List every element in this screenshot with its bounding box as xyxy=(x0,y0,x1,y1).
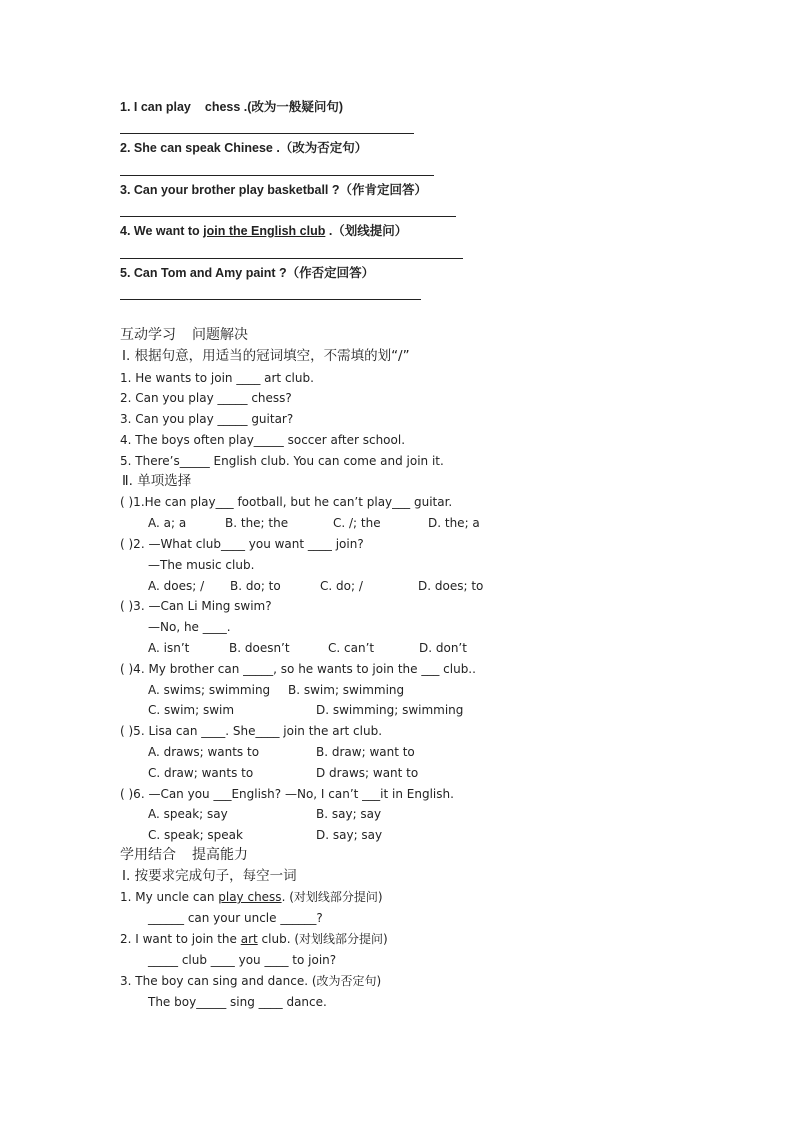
transform-q4-pre: 4. We want to xyxy=(120,224,204,238)
transform-q4 xyxy=(120,223,407,239)
article-item-2: 2. Can you play _____ chess? xyxy=(120,391,292,405)
answer-line-1[interactable] xyxy=(120,133,414,134)
apply-q2-underlined: art xyxy=(240,932,258,946)
mc-q4-option-b[interactable]: B. swim; swimming xyxy=(288,683,405,697)
mc-q5-option-c[interactable]: C. draw; wants to xyxy=(148,766,254,780)
article-item-5: 5. There’s_____ English club. You can come and join it. xyxy=(120,454,444,468)
transform-q1 xyxy=(120,99,343,115)
apply-q2-answer[interactable]: _____ club ____ you ____ to join? xyxy=(148,953,337,967)
apply-q3-answer[interactable]: The boy_____ sing ____ dance. xyxy=(148,995,327,1009)
answer-line-4[interactable] xyxy=(120,258,463,259)
mc-q2-option-d[interactable]: D. does; to xyxy=(418,579,484,593)
answer-line-2[interactable] xyxy=(120,175,434,176)
mc-q3-stem: ( )3. —Can Li Ming swim? xyxy=(120,599,272,613)
apply-q1-pre: 1. My uncle can xyxy=(120,890,219,904)
transform-q3: 3. Can your brother play basketball ?（作肯定回答） xyxy=(120,183,428,197)
section-apply-title: 学用结合 xyxy=(120,847,176,863)
apply-q2-post: club. (对划线部分提问) xyxy=(257,932,388,946)
answer-line-3[interactable] xyxy=(120,216,456,217)
mc-q1-option-d[interactable]: D. the; a xyxy=(428,516,480,530)
mc-q2-reply: —The music club. xyxy=(148,558,255,572)
mc-q1-option-a[interactable]: A. a; a xyxy=(148,516,187,530)
transform-q1-pre: 1. I can play xyxy=(120,100,191,114)
mc-q6-option-a[interactable]: A. speak; say xyxy=(148,807,228,821)
apply-q2-pre: 2. I want to join the xyxy=(120,932,241,946)
transform-q4-post: .（划线提问） xyxy=(325,224,408,238)
mc-q5-option-d[interactable]: D draws; want to xyxy=(316,766,419,780)
mc-q4-option-a[interactable]: A. swims; swimming xyxy=(148,683,271,697)
transform-q4-underlined: join the English club xyxy=(203,224,326,238)
article-item-1: 1. He wants to join ____ art club. xyxy=(120,371,314,385)
mc-q5-option-a[interactable]: A. draws; wants to xyxy=(148,745,260,759)
apply-q1-underlined: play chess xyxy=(218,890,282,904)
mc-q4-option-d[interactable]: D. swimming; swimming xyxy=(316,703,464,717)
transform-q2: 2. She can speak Chinese .（改为否定句） xyxy=(120,141,368,155)
answer-line-5[interactable] xyxy=(120,299,421,300)
section-apply-heading xyxy=(120,847,248,863)
mc-q2-option-c[interactable]: C. do; / xyxy=(320,579,363,593)
mc-q6-option-d[interactable]: D. say; say xyxy=(316,828,383,842)
mc-q3-option-b[interactable]: B. doesn’t xyxy=(229,641,290,655)
mc-q1-stem: ( )1.He can play___ football, but he can’t play___ guitar. xyxy=(120,495,453,509)
mc-q4-stem: ( )4. My brother can _____, so he wants to join the ___ club.. xyxy=(120,662,476,676)
mc-q3-option-d[interactable]: D. don’t xyxy=(419,641,467,655)
mc-q5-option-b[interactable]: B. draw; want to xyxy=(316,745,415,759)
transform-q1-post: chess .(改为一般疑问句) xyxy=(204,100,344,114)
section-interactive-heading xyxy=(120,327,248,343)
mc-q1-option-b[interactable]: B. the; the xyxy=(225,516,289,530)
article-item-4: 4. The boys often play_____ soccer after school. xyxy=(120,433,406,447)
transform-q5: 5. Can Tom and Amy paint ?（作否定回答） xyxy=(120,266,375,280)
mc-q3-option-a[interactable]: A. isn’t xyxy=(148,641,190,655)
apply-q3: 3. The boy can sing and dance. (改为否定句) xyxy=(120,974,382,988)
section-interactive-title: 互动学习 xyxy=(120,327,176,343)
part1-title: Ⅰ. 根据句意，用适当的冠词填空，不需填的划“/” xyxy=(122,348,410,364)
mc-q2-option-b[interactable]: B. do; to xyxy=(230,579,281,593)
section-interactive-subtitle: 问题解决 xyxy=(192,327,248,343)
part2-title: Ⅱ. 单项选择 xyxy=(122,473,192,489)
mc-q2-stem: ( )2. —What club____ you want ____ join? xyxy=(120,537,364,551)
article-item-3: 3. Can you play _____ guitar? xyxy=(120,412,294,426)
mc-q6-option-c[interactable]: C. speak; speak xyxy=(148,828,243,842)
apply-q1-answer[interactable]: ______ can your uncle ______? xyxy=(148,911,323,925)
section-apply-subtitle: 提高能力 xyxy=(192,847,248,863)
mc-q4-option-c[interactable]: C. swim; swim xyxy=(148,703,235,717)
mc-q6-stem: ( )6. —Can you ___English? —No, I can’t ___it in English. xyxy=(120,787,454,801)
apply-q1 xyxy=(120,889,383,905)
mc-q1-option-c[interactable]: C. /; the xyxy=(333,516,381,530)
apply-part1-title: Ⅰ. 按要求完成句子，每空一词 xyxy=(122,868,297,884)
mc-q6-option-b[interactable]: B. say; say xyxy=(316,807,382,821)
apply-q2 xyxy=(120,931,388,947)
mc-q2-option-a[interactable]: A. does; / xyxy=(148,579,205,593)
apply-q1-post: . (对划线部分提问) xyxy=(281,890,383,904)
mc-q3-reply: —No, he ____. xyxy=(148,620,231,634)
mc-q3-option-c[interactable]: C. can’t xyxy=(328,641,375,655)
mc-q5-stem: ( )5. Lisa can ____. She____ join the art club. xyxy=(120,724,383,738)
